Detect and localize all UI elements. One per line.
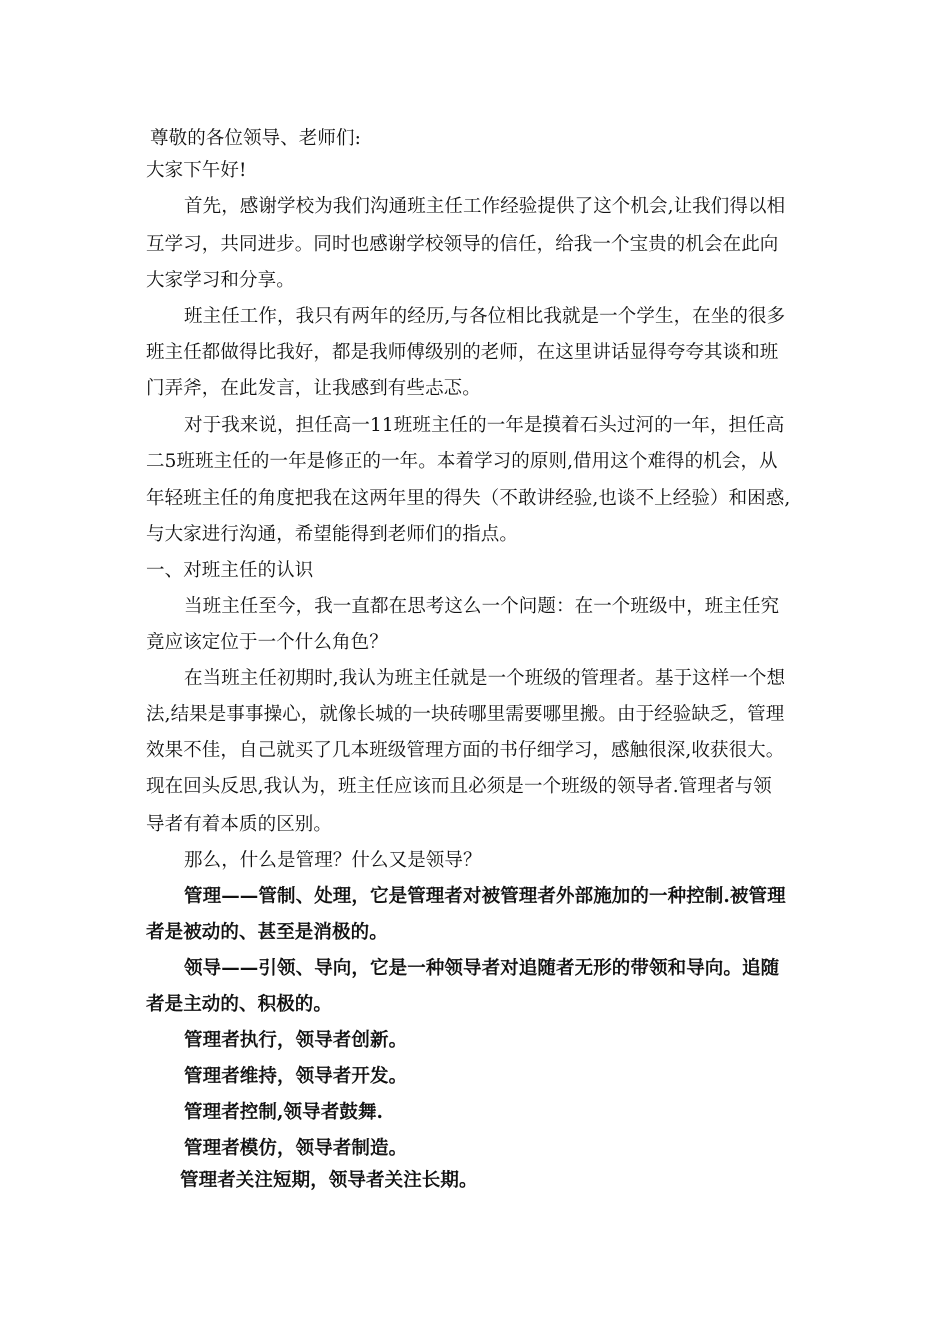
bold-comparison-line: 管理者控制,领导者鼓舞. [184, 1102, 384, 1123]
paragraph-line: 班主任都做得比我好，都是我师傅级别的老师，在这里讲话显得夸夸其谈和班 [146, 342, 779, 363]
paragraph-line: 对于我来说，担任高一11班班主任的一年是摸着石头过河的一年，担任高 [184, 415, 785, 436]
paragraph-line: 门弄斧，在此发言，让我感到有些忐忑。 [146, 378, 481, 399]
paragraph-line: 导者有着本质的区别。 [146, 814, 333, 835]
paragraph-line: 那么，什么是管理？什么又是领导？ [184, 850, 482, 871]
bold-comparison-line: 管理者执行，领导者创新。 [184, 1030, 408, 1051]
bold-definition-line: 者是主动的、积极的。 [146, 994, 333, 1015]
bold-comparison-line: 管理者维持，领导者开发。 [184, 1066, 408, 1087]
bold-comparison-line: 管理者模仿，领导者制造。 [184, 1138, 408, 1159]
section-heading: 一、对班主任的认识 [146, 560, 314, 581]
bold-definition-line: 领导——引领、导向，它是一种领导者对追随者无形的带领和导向。追随 [184, 958, 780, 979]
bold-definition-line: 管理——管制、处理，它是管理者对被管理者外部施加的一种控制.被管理 [184, 886, 786, 907]
paragraph-line: 大家学习和分享。 [146, 270, 295, 291]
paragraph-line: 班主任工作，我只有两年的经历,与各位相比我就是一个学生，在坐的很多 [184, 306, 786, 327]
paragraph-line: 二5班班主任的一年是修正的一年。本着学习的原则,借用这个难得的机会，从 [146, 451, 778, 472]
paragraph-line: 现在回头反思,我认为，班主任应该而且必须是一个班级的领导者.管理者与领 [146, 776, 772, 797]
paragraph-line: 首先，感谢学校为我们沟通班主任工作经验提供了这个机会,让我们得以相 [184, 196, 786, 217]
paragraph-line: 在当班主任初期时,我认为班主任就是一个班级的管理者。基于这样一个想 [184, 668, 786, 689]
salutation: 尊敬的各位领导、老师们: [150, 128, 361, 149]
paragraph-line: 竟应该定位于一个什么角色？ [146, 632, 388, 653]
paragraph-line: 与大家进行沟通，希望能得到老师们的指点。 [146, 524, 519, 545]
paragraph-line: 年轻班主任的角度把我在这两年里的得失（不敢讲经验,也谈不上经验）和困惑, [146, 488, 791, 509]
paragraph-line: 互学习，共同进步。同时也感谢学校领导的信任，给我一个宝贵的机会在此向 [146, 234, 779, 255]
bold-definition-line: 者是被动的、甚至是消极的。 [146, 922, 388, 943]
paragraph-line: 效果不佳，自己就买了几本班级管理方面的书仔细学习，感触很深,收获很大。 [146, 740, 785, 761]
greeting: 大家下午好! [146, 160, 247, 181]
paragraph-line: 法,结果是事事操心，就像长城的一块砖哪里需要哪里搬。由于经验缺乏，管理 [146, 704, 785, 725]
bold-comparison-line: 管理者关注短期，领导者关注长期。 [180, 1170, 478, 1191]
paragraph-line: 当班主任至今，我一直都在思考这么一个问题：在一个班级中，班主任究 [184, 596, 780, 617]
